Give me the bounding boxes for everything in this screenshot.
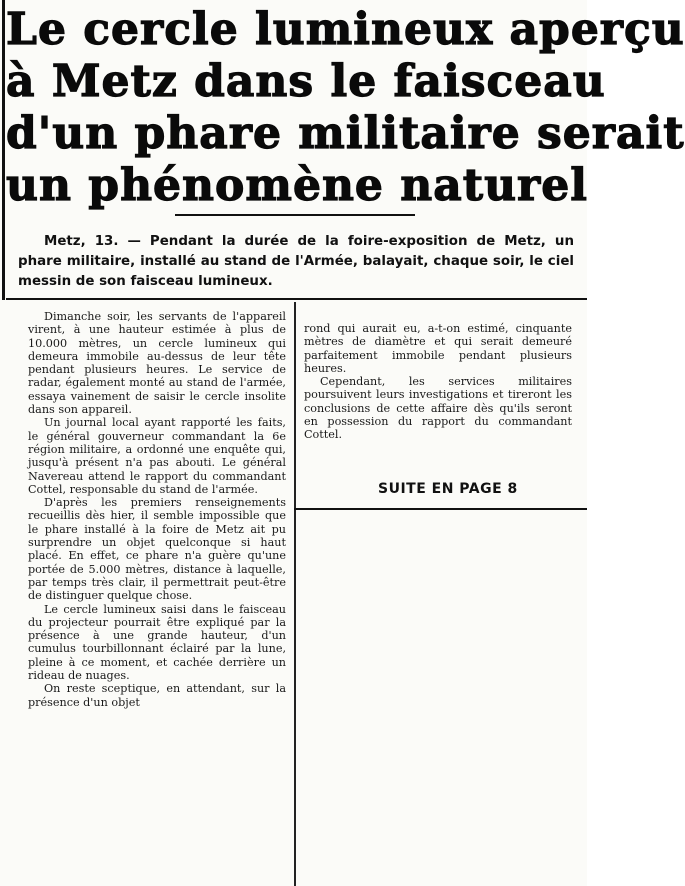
left-paragraph-4: Le cercle lumineux saisi dans le faisceau du projecteur pourrait être expliqué par la présence à une grande hauteur, d'un cumulus tourbillonnant éclairé par la lune, pleine à ce moment, et cachée derrière un rideau de nuages.	[28, 602, 286, 683]
right-paragraph-2: Cependant, les services militaires poursuivent leurs investigations et tireront les conclusions de cette affaire dès qu'ils seront en possession du rapport du commandant Cottel.	[304, 375, 572, 442]
left-border-rule	[2, 0, 5, 300]
continuation-notice: SUITE EN PAGE 8	[378, 481, 518, 497]
column-divider	[294, 302, 296, 886]
headline-rule	[175, 214, 415, 216]
left-column	[28, 310, 286, 709]
headline-line-3: d'un phare militaire serait	[6, 108, 685, 159]
left-paragraph-2: Un journal local ayant rapporté les faits, le général gouverneur commandant la 6e région militaire, a ordonné une enquête qui, jusqu'à présent n'a pas abouti. Le général Navereau attend le rapport du commandant Cottel, responsable du stand de l'armée.	[28, 416, 286, 496]
lede-paragraph: Metz, 13. — Pendant la durée de la foire-exposition de Metz, un phare militaire, installé au stand de l'Armée, balayait, chaque soir, le ciel messin de son faisceau lumineux.	[18, 234, 574, 289]
right-paragraph-1: rond qui aurait eu, a-t-on estimé, cinquante mètres de diamètre et qui serait demeuré parfaitement immobile pendant plusieurs heures.	[304, 322, 572, 375]
headline-line-4: un phénomène naturel	[6, 160, 588, 211]
headline	[6, 4, 685, 212]
right-column	[304, 322, 572, 442]
headline-line-1: Le cercle lumineux aperçu	[6, 4, 685, 55]
left-paragraph-5: On reste sceptique, en attendant, sur la présence d'un objet	[28, 682, 286, 709]
left-paragraph-1: Dimanche soir, les servants de l'appareil virent, à une hauteur estimée à plus de 10.000 mètres, un cercle lumineux qui demeura immobile au-dessus de leur tête pendant plusieurs heures. Le service de radar, également monté au stand de l'armée, essaya vainement de saisir le cercle insolite dans son appareil.	[28, 310, 286, 417]
lede-rule	[6, 298, 587, 300]
headline-line-2: à Metz dans le faisceau	[6, 56, 606, 107]
left-paragraph-3: D'après les premiers renseignements recueillis dès hier, il semble impossible que le phare installé à la foire de Metz ait pu surprendre un objet quelconque si haut placé. En effet, ce phare n'a guère qu'une portée de 5.000 mètres, distance à laquelle, par temps très clair, il permettrait peut-être de distinguer quelque chose.	[28, 496, 286, 603]
continuation-rule	[294, 508, 587, 510]
